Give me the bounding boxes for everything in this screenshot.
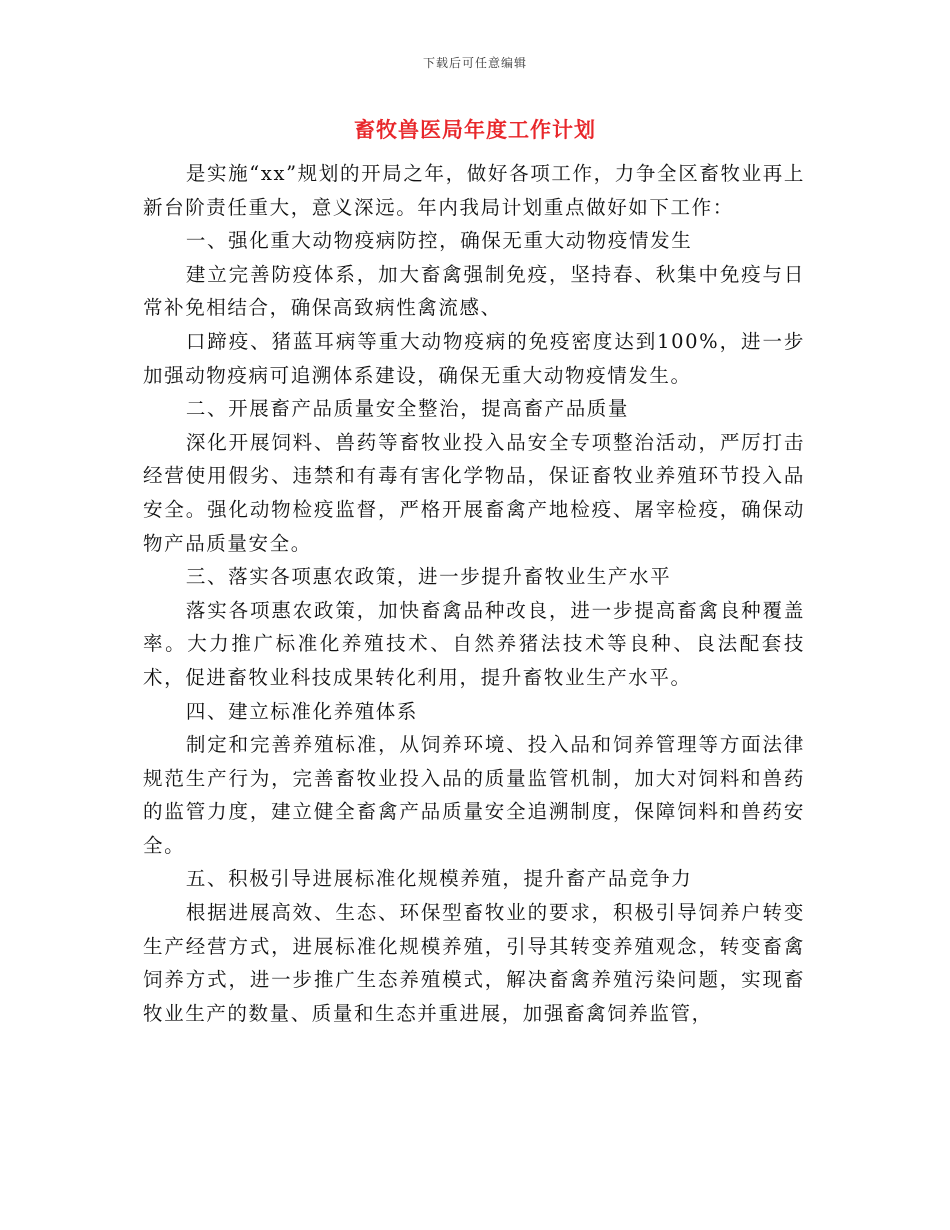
paragraph: 落实各项惠农政策，加快畜禽品种改良，进一步提高畜禽良种覆盖率。大力推广标准化养殖技术、自然养猪法技术等良种、良法配套技术，促进畜牧业科技成果转化利用，提升畜牧业生产水平。 xyxy=(143,598,805,689)
paragraph: 根据进展高效、生态、环保型畜牧业的要求，积极引导饲养户转变生产经营方式，进展标准化规模养殖，引导其转变养殖观念，转变畜禽饲养方式，进一步推广生态养殖模式，解决畜禽养殖污染问题，实现畜牧业生产的数量、质量和生态并重进展，加强畜禽饲养监管， xyxy=(143,901,805,1025)
header-note: 下载后可任意编辑 xyxy=(422,56,527,70)
section-heading-2: 二、开展畜产品质量安全整治，提高畜产品质量 xyxy=(185,397,629,421)
document-body xyxy=(143,157,805,1030)
paragraph: 建立完善防疫体系，加大畜禽强制免疫，坚持春、秋集中免疫与日常补免相结合，确保高致病性禽流感、 xyxy=(143,262,805,320)
section-heading-1: 一、强化重大动物疫病防控，确保无重大动物疫情发生 xyxy=(185,229,693,253)
section-heading-4: 四、建立标准化养殖体系 xyxy=(185,699,418,723)
paragraph: 制定和完善养殖标准，从饲养环境、投入品和饲养管理等方面法律规范生产行为，完善畜牧业投入品的质量监管机制，加大对饲料和兽药的监管力度，建立健全畜禽产品质量安全追溯制度，保障饲料和兽药安全。 xyxy=(143,733,805,857)
section-heading-3: 三、落实各项惠农政策，进一步提升畜牧业生产水平 xyxy=(185,565,672,589)
paragraph: 口蹄疫、猪蓝耳病等重大动物疫病的免疫密度达到100%，进一步加强动物疫病可追溯体系建设，确保无重大动物疫情发生。 xyxy=(143,329,805,387)
section-heading-5: 五、积极引导进展标准化规模养殖，提升畜产品竞争力 xyxy=(185,867,693,891)
paragraph: 深化开展饲料、兽药等畜牧业投入品安全专项整治活动，严厉打击经营使用假劣、违禁和有毒有害化学物品，保证畜牧业养殖环节投入品安全。强化动物检疫监督，严格开展畜禽产地检疫、屠宰检疫，确保动物产品质量安全。 xyxy=(143,430,805,555)
document-title: 畜牧兽医局年度工作计划 xyxy=(354,117,596,142)
paragraph-intro: 是实施“xx”规划的开局之年，做好各项工作，力争全区畜牧业再上新台阶责任重大，意义深远。年内我局计划重点做好如下工作： xyxy=(143,162,805,219)
